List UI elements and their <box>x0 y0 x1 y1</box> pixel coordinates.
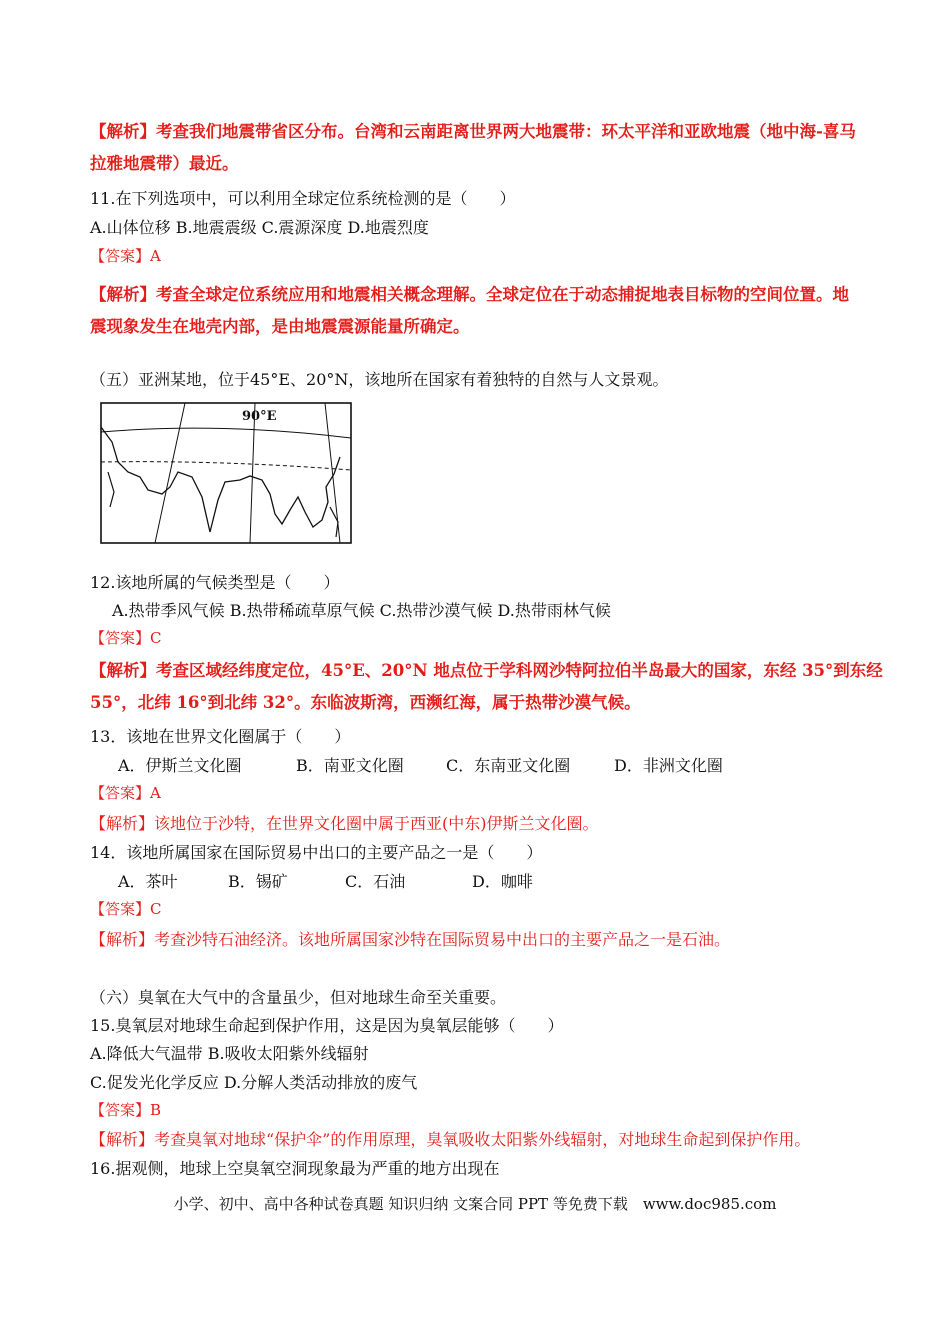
section5-intro: （五）亚洲某地，位于45°E、20°N，该地所在国家有着独特的自然与人文景观。 <box>90 370 669 389</box>
page-footer: 小学、初中、高中各种试卷真题 知识归纳 文案合同 PPT 等免费下载 www.doc985.com <box>173 1195 777 1213</box>
q10-analysis-line1: 【解析】考查我们地震带省区分布。台湾和云南距离世界两大地震带：环太平洋和亚欧地震（地中海-喜马 <box>90 122 856 141</box>
q12-analysis-line2: 55°，北纬 16°到北纬 32°。东临波斯湾，西濒红海，属于热带沙漠气候。 <box>90 693 641 712</box>
q14-option-d: D．咖啡 <box>472 872 533 891</box>
q12-analysis-line1: 【解析】考查区域经纬度定位，45°E、20°N 地点位于学科网沙特阿拉伯半岛最大的国家，东经 35°到东经 <box>90 661 883 680</box>
q13-question: 13．该地在世界文化圈属于（ ） <box>90 727 351 746</box>
q13-answer: 【答案】A <box>90 784 161 802</box>
q13-options <box>118 753 723 776</box>
q15-analysis: 【解析】考查臭氧对地球“保护伞”的作用原理，臭氧吸收太阳紫外线辐射，对地球生命起到保护作用。 <box>90 1130 811 1149</box>
q15-question: 15.臭氧层对地球生命起到保护作用，这是因为臭氧层能够（ ） <box>90 1016 564 1035</box>
q11-question: 11.在下列选项中，可以利用全球定位系统检测的是（ ） <box>90 189 516 208</box>
q13-analysis: 【解析】该地位于沙特，在世界文化圈中属于西亚(中东)伊斯兰文化圈。 <box>90 814 599 833</box>
q13-option-a: A．伊斯兰文化圈 <box>118 756 242 775</box>
q11-answer: 【答案】A <box>90 247 161 265</box>
q13-option-b: B．南亚文化圈 <box>296 756 404 775</box>
q10-analysis-line2: 拉雅地震带）最近。 <box>90 154 239 173</box>
q14-question: 14．该地所属国家在国际贸易中出口的主要产品之一是（ ） <box>90 843 543 862</box>
q11-analysis-line1: 【解析】考查全球定位系统应用和地震相关概念理解。全球定位在于动态捕捉地表目标物的空间位置。地 <box>90 285 849 304</box>
map-label-90e: 90°E <box>242 409 277 424</box>
q13-option-c: C．东南亚文化圈 <box>446 756 571 775</box>
q11-analysis-line2: 震现象发生在地壳内部，是由地震震源能量所确定。 <box>90 317 470 336</box>
section6-intro: （六）臭氧在大气中的含量虽少，但对地球生命至关重要。 <box>90 988 507 1007</box>
asia-map <box>100 402 352 544</box>
q12-options: A.热带季风气候 B.热带稀疏草原气候 C.热带沙漠气候 D.热带雨林气候 <box>112 601 611 620</box>
q12-question: 12.该地所属的气候类型是（ ） <box>90 573 340 592</box>
q14-analysis: 【解析】考查沙特石油经济。该地所属国家沙特在国际贸易中出口的主要产品之一是石油。 <box>90 930 731 949</box>
map-frame <box>101 403 351 543</box>
q12-answer: 【答案】C <box>90 629 162 647</box>
q14-answer: 【答案】C <box>90 900 162 918</box>
q15-options-line1: A.降低大气温带 B.吸收太阳紫外线辐射 <box>90 1044 369 1063</box>
q15-options-line2: C.促发光化学反应 D.分解人类活动排放的废气 <box>90 1073 418 1092</box>
q14-option-a: A．茶叶 <box>118 872 178 891</box>
q13-option-d: D．非洲文化圈 <box>614 756 723 775</box>
q14-option-b: B．锡矿 <box>228 872 288 891</box>
q11-options: A.山体位移 B.地震震级 C.震源深度 D.地震烈度 <box>90 218 429 237</box>
q14-option-c: C．石油 <box>345 872 406 891</box>
q15-answer: 【答案】B <box>90 1101 162 1119</box>
q14-options <box>118 869 533 892</box>
q16-question: 16.据观侧，地球上空臭氧空洞现象最为严重的地方出现在 <box>90 1159 500 1178</box>
